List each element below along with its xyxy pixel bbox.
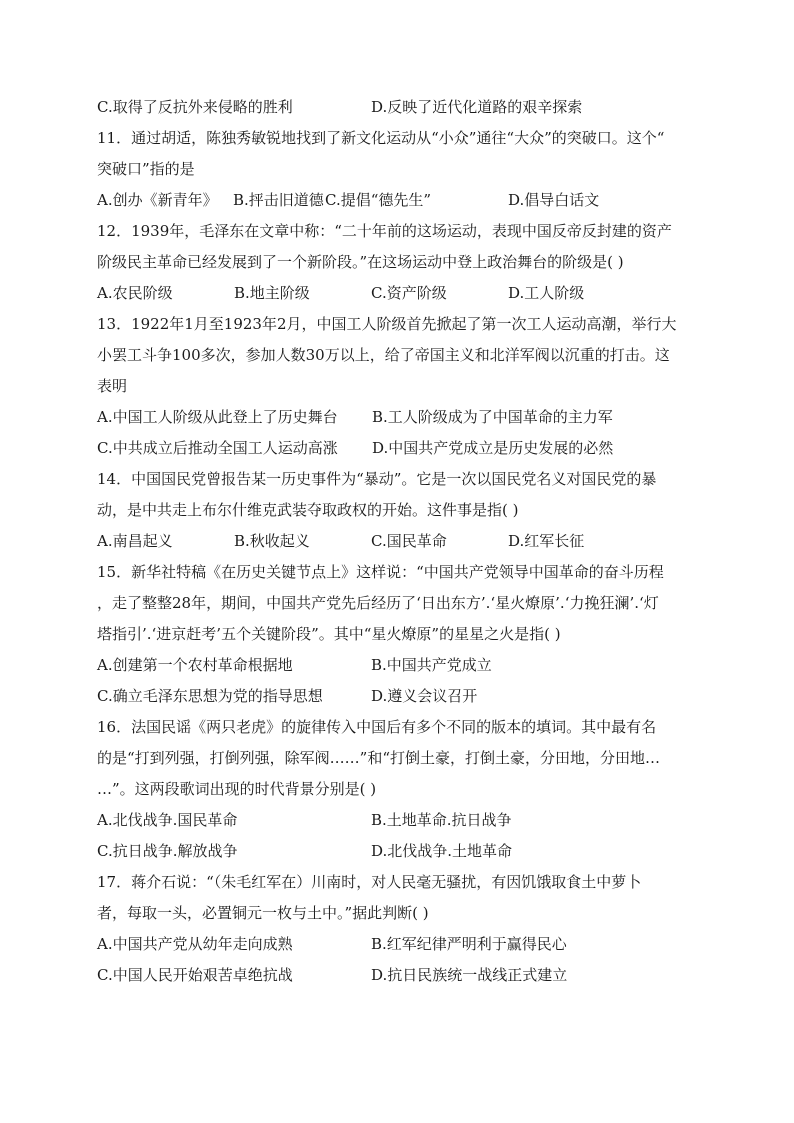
q17-option-b: B.红军纪律严明利于赢得民心: [371, 935, 567, 953]
q12-option-b: B.地主阶级: [234, 284, 310, 302]
q10-option-d: D.反映了近代化道路的艰辛探索: [371, 98, 583, 116]
q13-stem-line-1: 13．1922年1月至1923年2月，中国工人阶级首先掀起了第一次工人运动高潮，举行大: [97, 315, 677, 333]
q12-stem-line-1: 12．1939年，毛泽东在文章中称：“二十年前的这场运动，表现中国反帝反封建的资产: [97, 222, 672, 240]
q12-options-row: [97, 278, 702, 309]
q16-stem-line-1: 16．法国民谣《两只老虎》的旋律传入中国后有多个不同的版本的填词。其中最有名: [97, 718, 657, 736]
q11-options-row: [97, 185, 702, 216]
q14-options-row: [97, 526, 702, 557]
q13-options-row-2: [97, 433, 702, 464]
q15-option-b: B.中国共产党成立: [371, 656, 492, 674]
q17-option-a: A.中国共产党从幼年走向成熟: [97, 935, 293, 953]
q16-stem-line-2: 的是“打到列强，打倒列强，除军阀……”和“打倒土豪，打倒土豪，分田地，分田地…: [97, 749, 661, 767]
q17-option-d: D.抗日民族统一战线正式建立: [371, 966, 568, 984]
q14-stem-line-2: 动，是中共走上布尔什维克武装夺取政权的开始。这件事是指( ): [97, 501, 519, 519]
q15-stem-line-2: ，走了整整28年，期间，中国共产党先后经历了‘日出东方’.‘星火燎原’.‘力挽狂澜’.‘灯: [97, 594, 659, 612]
q14-option-b: B.秋收起义: [234, 532, 310, 550]
q17-stem-line-2: 者，每取一头，必置铜元一枚与土中。”据此判断( ): [97, 904, 429, 922]
q11-stem-line-1: 11．通过胡适，陈独秀敏锐地找到了新文化运动从“小众”通往“大众”的突破口。这个“: [97, 129, 665, 147]
q14-option-c: C.国民革命: [371, 532, 447, 550]
q12-stem-line-2: 阶级民主革命已经发展到了一个新阶段。”在这场运动中登上政治舞台的阶级是( ): [97, 253, 624, 271]
q13-options-row-1: [97, 402, 702, 433]
q13-option-a: A.中国工人阶级从此登上了历史舞台: [97, 408, 338, 426]
q13-stem-line-2: 小罢工斗争100多次，参加人数30万以上，给了帝国主义和北洋军阀以沉重的打击。这: [97, 346, 670, 364]
q16-option-d: D.北伐战争.土地革命: [371, 842, 513, 860]
q17-options-row-1: [97, 929, 702, 960]
q15-stem-line-3: 塔指引’.‘进京赶考’五个关键阶段”。其中“星火燎原”的星星之火是指( ): [97, 625, 561, 643]
q10-options-row-2: [97, 92, 702, 123]
q11-option-b: B.抨击旧道德: [233, 191, 324, 209]
q16-option-c: C.抗日战争.解放战争: [97, 842, 238, 860]
q17-stem-line-1: 17．蒋介石说：“（朱毛红军在）川南时，对人民毫无骚扰，有因饥饿取食土中萝卜: [97, 873, 642, 891]
q14-stem-line-1: 14．中国国民党曾报告某一历史事件为“暴动”。它是一次以国民党名义对国民党的暴: [97, 470, 657, 488]
q15-options-row-1: [97, 650, 702, 681]
q15-option-c: C.确立毛泽东思想为党的指导思想: [97, 687, 323, 705]
q13-option-d: D.中国共产党成立是历史发展的必然: [372, 439, 614, 457]
q11-option-a: A.创办《新青年》: [97, 191, 218, 209]
q14-option-d: D.红军长征: [508, 532, 585, 550]
q12-option-c: C.资产阶级: [371, 284, 447, 302]
q15-option-a: A.创建第一个农村革命根据地: [97, 656, 293, 674]
q17-option-c: C.中国人民开始艰苦卓绝抗战: [97, 966, 293, 984]
q13-stem-line-3: 表明: [97, 377, 128, 395]
q12-option-a: A.农民阶级: [97, 284, 173, 302]
exam-page: [97, 92, 702, 991]
q16-options-row-2: [97, 836, 702, 867]
q15-options-row-2: [97, 681, 702, 712]
q11-option-c: C.提倡“德先生”: [325, 191, 432, 209]
q11-option-d: D.倡导白话文: [508, 191, 600, 209]
q16-option-b: B.土地革命.抗日战争: [371, 811, 512, 829]
q15-stem-line-1: 15．新华社特稿《在历史关键节点上》这样说：“中国共产党领导中国革命的奋斗历程: [97, 563, 664, 581]
q16-option-a: A.北伐战争.国民革命: [97, 811, 238, 829]
q17-options-row-2: [97, 960, 702, 991]
q14-option-a: A.南昌起义: [97, 532, 173, 550]
q11-stem-line-2: 突破口”指的是: [97, 160, 195, 178]
q10-option-c: C.取得了反抗外来侵略的胜利: [97, 98, 293, 116]
q15-option-d: D.遵义会议召开: [371, 687, 478, 705]
q12-option-d: D.工人阶级: [508, 284, 585, 302]
q13-option-c: C.中共成立后推动全国工人运动高涨: [97, 439, 338, 457]
q16-options-row-1: [97, 805, 702, 836]
q13-option-b: B.工人阶级成为了中国革命的主力军: [372, 408, 613, 426]
q16-stem-line-3: …”。这两段歌词出现的时代背景分别是( ): [97, 780, 377, 798]
